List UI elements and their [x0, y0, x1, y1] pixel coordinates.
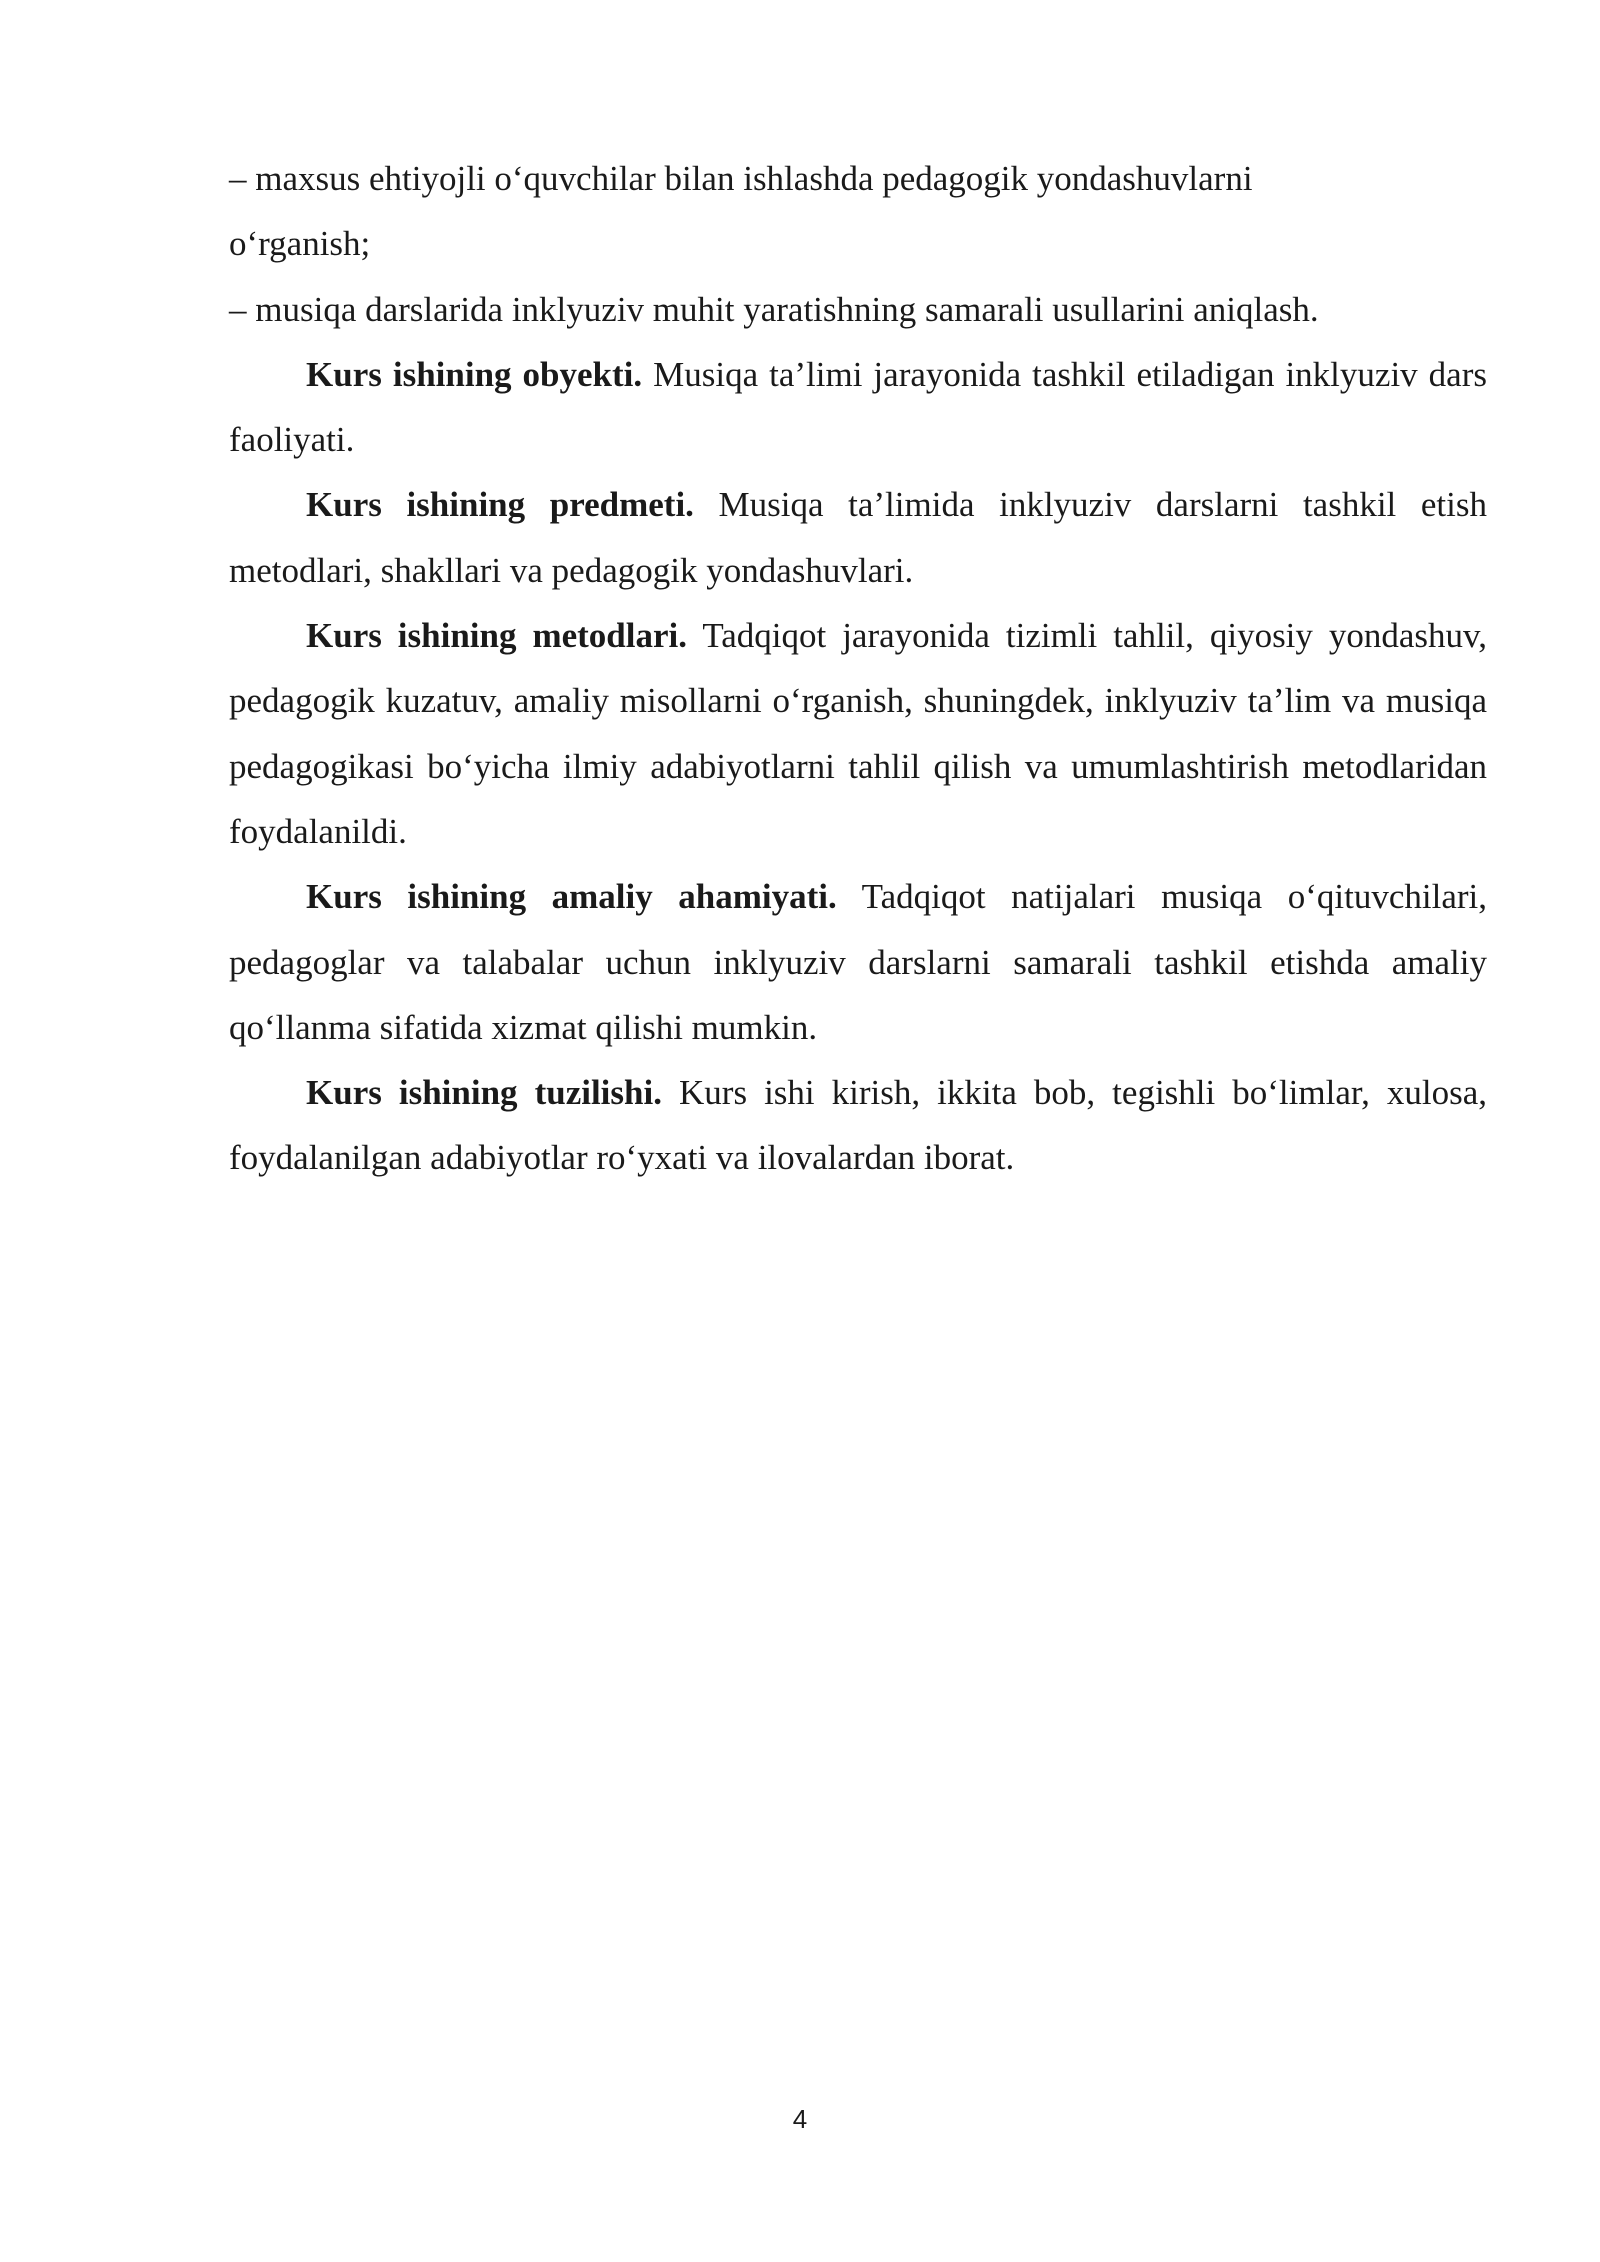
page-body — [229, 146, 1487, 1191]
paragraph-text: Kurs ishi kirish, ikkita bob, tegishli bo‘limlar, xulosa, foydalanilgan adabiyotlar ro‘yxati va ilovalardan iborat. — [229, 1073, 1488, 1178]
list-item-line: – musiqa darslarida inklyuziv muhit yaratishning samarali usullarini aniqlash. — [229, 289, 1319, 329]
paragraph-text: Musiqa ta’limi jarayonida tashkil etiladigan inklyuziv dars faoliyati. — [229, 354, 1487, 460]
paragraph-methods — [229, 603, 1487, 864]
list-item-line: o‘rganish; — [229, 224, 371, 264]
paragraph-heading: Kurs ishining amaliy ahamiyati. — [306, 877, 837, 917]
paragraph-text: Tadqiqot jarayonida tizimli tahlil, qiyosiy yondashuv, pedagogik kuzatuv, amaliy misollarni o‘rganish, shuningdek, inklyuziv ta’lim va musiqa pedagogikasi bo‘yicha ilmiy adabiyotlarni tahlil qilish va umumlashtirish metodlaridan foydalanildi. — [229, 616, 1487, 851]
paragraph-heading: Kurs ishining predmeti. — [306, 485, 694, 525]
paragraph-heading: Kurs ishining obyekti. — [306, 354, 643, 394]
paragraph-heading: Kurs ishining tuzilishi. — [306, 1073, 662, 1113]
paragraph-heading: Kurs ishining metodlari. — [306, 616, 687, 656]
paragraph-object — [229, 342, 1487, 473]
list-item-line: – maxsus ehtiyojli o‘quvchilar bilan ishlashda pedagogik yondashuvlarni — [229, 159, 1253, 198]
paragraph-text: Musiqa ta’limida inklyuziv darslarni tashkil etish metodlari, shakllari va pedagogik yondashuvlari. — [229, 485, 1487, 590]
paragraph-structure — [229, 1060, 1487, 1191]
paragraph-practical-significance — [229, 864, 1487, 1060]
paragraph-text: Tadqiqot natijalari musiqa o‘qituvchilari, pedagoglar va talabalar uchun inklyuziv darslarni samarali tashkil etishda amaliy qo‘llanma sifatida xizmat qilishi mumkin. — [229, 877, 1487, 1047]
paragraph-subject — [229, 472, 1487, 603]
page-number: 4 — [792, 2104, 808, 2134]
